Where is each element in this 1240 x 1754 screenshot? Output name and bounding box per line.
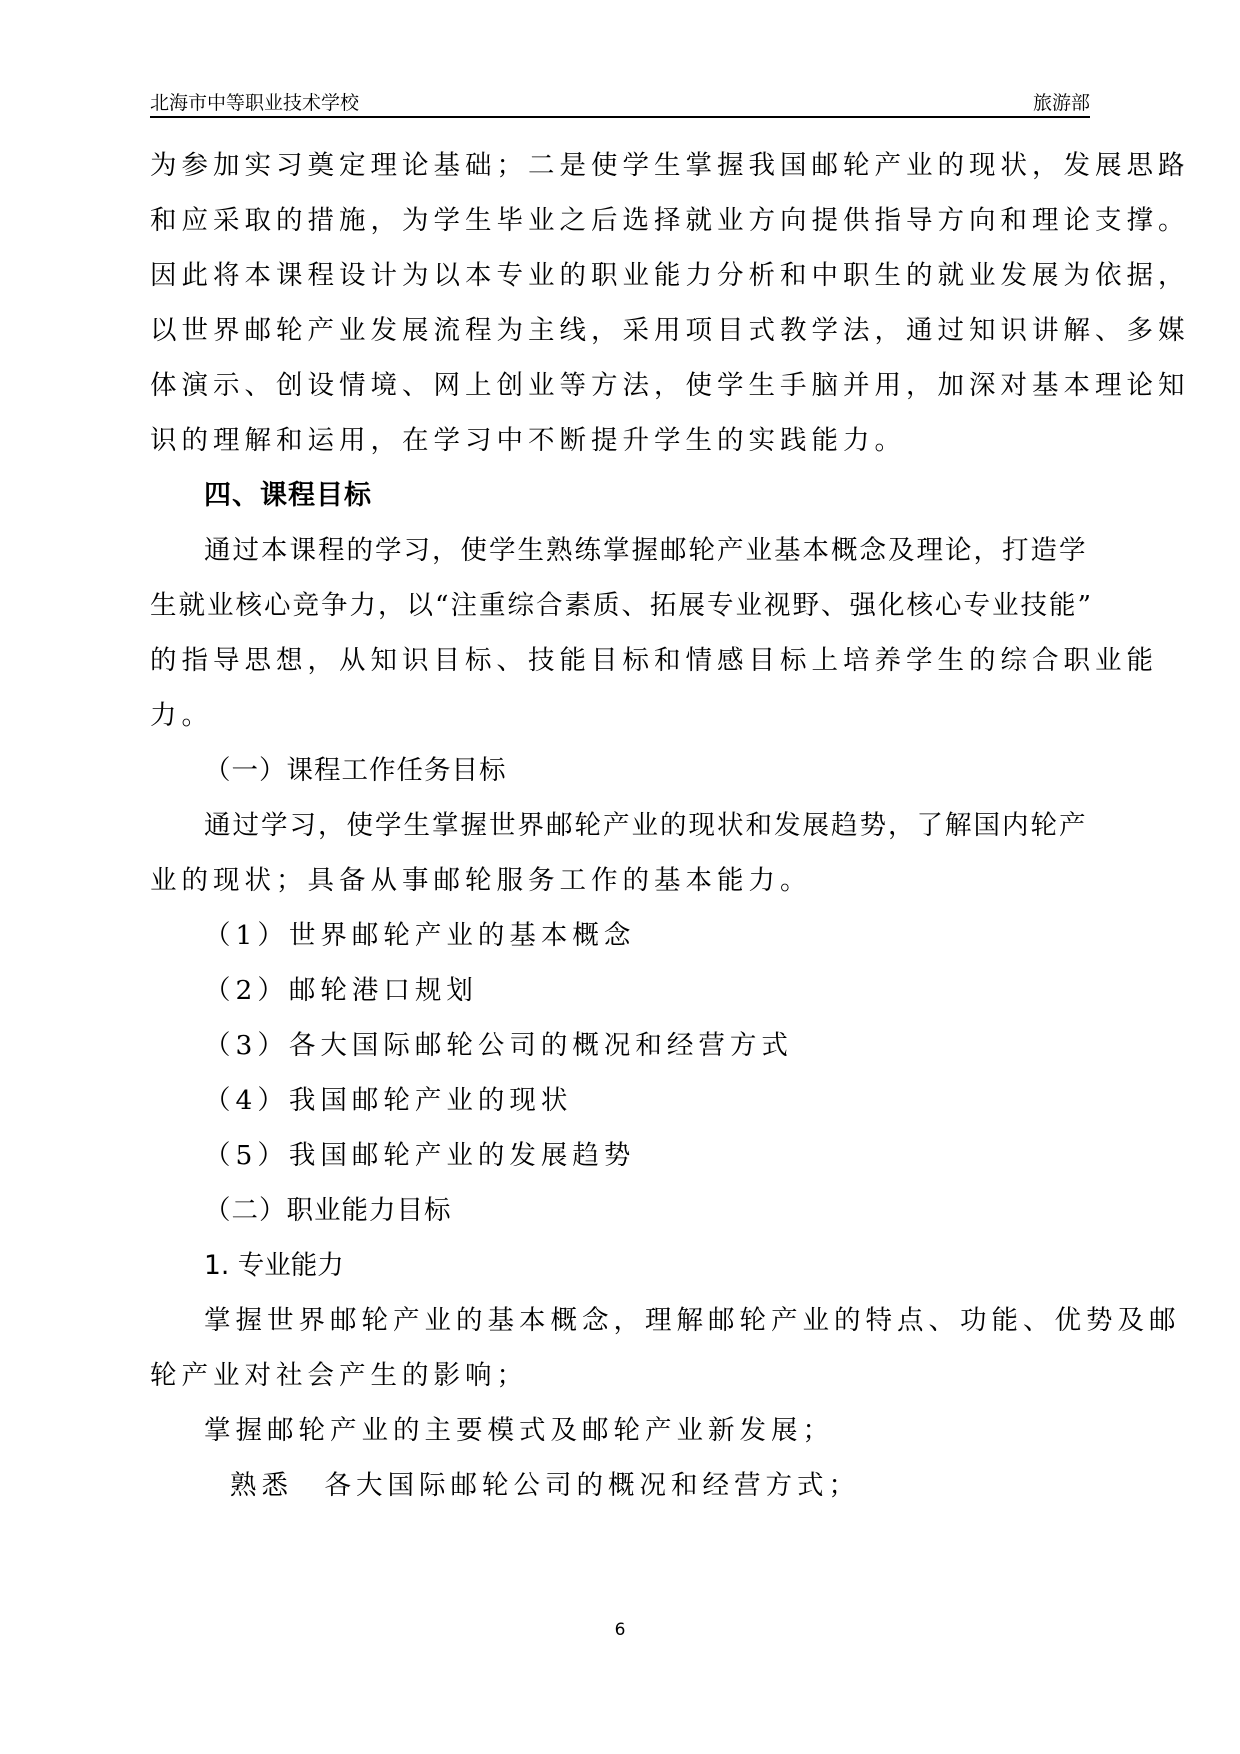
- list-item-4: （4）我国邮轮产业的现状: [204, 1085, 573, 1116]
- intro-line-2: 和应采取的措施，为学生毕业之后选择就业方向提供指导方向和理论支撑。: [150, 205, 1190, 236]
- task-line-1: 通过学习，使学生掌握世界邮轮产业的现状和发展趋势，了解国内轮产: [204, 810, 1088, 841]
- page-number: 6: [614, 1620, 626, 1640]
- header-department: 旅游部: [1032, 92, 1090, 114]
- list-item-5: （5）我国邮轮产业的发展趋势: [204, 1140, 636, 1171]
- list-item-2: （2）邮轮港口规划: [204, 975, 478, 1006]
- intro-line-4: 以世界邮轮产业发展流程为主线，采用项目式教学法，通过知识讲解、多媒: [150, 315, 1190, 346]
- goals-line-4: 力。: [150, 700, 213, 731]
- ability-line-1: 掌握世界邮轮产业的基本概念，理解邮轮产业的特点、功能、优势及邮: [204, 1305, 1181, 1336]
- ability-line-2: 轮产业对社会产生的影响；: [150, 1360, 528, 1391]
- goals-line-3: 的指导思想，从知识目标、技能目标和情感目标上培养学生的综合职业能: [150, 645, 1158, 676]
- ability-line-4: 熟悉 各大国际邮轮公司的概况和经营方式；: [230, 1470, 860, 1501]
- subheading-vocational-ability: （二）职业能力目标: [204, 1195, 452, 1226]
- intro-line-5: 体演示、创设情境、网上创业等方法，使学生手脑并用，加深对基本理论知: [150, 370, 1190, 401]
- subheading-work-task-goals: （一）课程工作任务目标: [204, 755, 507, 786]
- section-heading-course-goals: 四、课程目标: [204, 480, 372, 511]
- header-school-name: 北海市中等职业技术学校: [150, 92, 360, 114]
- list-item-3: （3）各大国际邮轮公司的概况和经营方式: [204, 1030, 793, 1061]
- subheading-professional-ability: 1. 专业能力: [204, 1250, 344, 1281]
- task-line-2: 业的现状；具备从事邮轮服务工作的基本能力。: [150, 865, 812, 896]
- goals-line-2: 生就业核心竞争力，以“注重综合素质、拓展专业视野、强化核心专业技能”: [150, 590, 1094, 621]
- intro-line-3: 因此将本课程设计为以本专业的职业能力分析和中职生的就业发展为依据，: [150, 260, 1190, 291]
- intro-line-1: 为参加实习奠定理论基础；二是使学生掌握我国邮轮产业的现状，发展思路: [150, 150, 1190, 181]
- ability-line-3: 掌握邮轮产业的主要模式及邮轮产业新发展；: [204, 1415, 834, 1446]
- goals-line-1: 通过本课程的学习，使学生熟练掌握邮轮产业基本概念及理论，打造学: [204, 535, 1088, 566]
- intro-line-6: 识的理解和运用，在学习中不断提升学生的实践能力。: [150, 425, 906, 456]
- list-item-1: （1）世界邮轮产业的基本概念: [204, 920, 636, 951]
- header-divider: [150, 116, 1090, 118]
- page-header: [150, 86, 1090, 116]
